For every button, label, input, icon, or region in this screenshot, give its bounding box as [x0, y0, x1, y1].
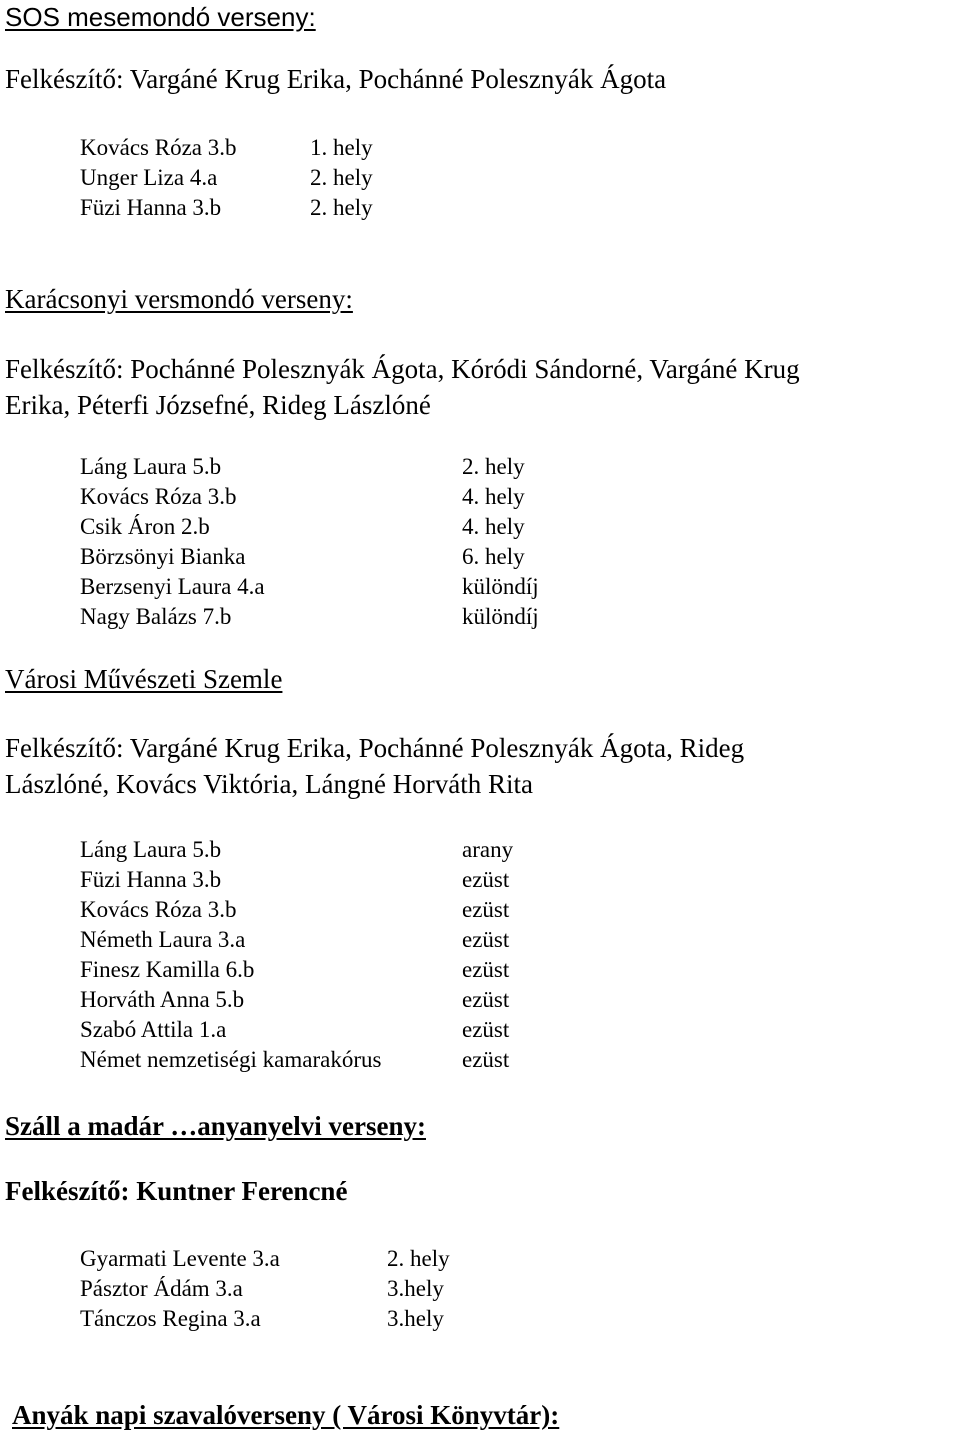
entry-result: 3.hely — [387, 1306, 444, 1331]
entry-name: Kovács Róza 3.b — [80, 484, 237, 509]
entry-name: Finesz Kamilla 6.b — [80, 957, 255, 982]
entry-name: Láng Laura 5.b — [80, 454, 222, 479]
entry-result: ezüst — [462, 1047, 510, 1072]
section-title-szemle: Városi Művészeti Szemle — [5, 664, 283, 694]
entry-result: 1. hely — [310, 135, 373, 160]
entry-name: Német nemzetiségi kamarakórus — [80, 1047, 382, 1072]
entry-name: Kovács Róza 3.b — [80, 135, 237, 160]
entry-result: 2. hely — [310, 195, 373, 220]
entry-result: különdíj — [462, 604, 539, 629]
entry-name: Berzsenyi Laura 4.a — [80, 574, 265, 599]
section-title-sos: SOS mesemondó verseny: — [5, 2, 316, 32]
entry-name: Láng Laura 5.b — [80, 837, 222, 862]
section-title-szall-a-madar: Száll a madár …anyanyelvi verseny: — [5, 1111, 426, 1141]
entry-result: 2. hely — [387, 1246, 450, 1271]
preparer-karacsonyi-line2: Erika, Péterfi Józsefné, Rideg Lászlóné — [5, 390, 431, 420]
entry-name: Pásztor Ádám 3.a — [80, 1276, 243, 1301]
entry-result: 3.hely — [387, 1276, 444, 1301]
entry-name: Kovács Róza 3.b — [80, 897, 237, 922]
entry-result: 6. hely — [462, 544, 525, 569]
section-title-karacsonyi: Karácsonyi versmondó verseny: — [5, 284, 353, 314]
entry-result: arany — [462, 837, 514, 862]
entry-name: Csik Áron 2.b — [80, 514, 210, 539]
entry-result: ezüst — [462, 867, 510, 892]
entry-result: 2. hely — [462, 454, 525, 479]
entry-result: 4. hely — [462, 484, 525, 509]
entry-name: Nagy Balázs 7.b — [80, 604, 232, 629]
entry-name: Gyarmati Levente 3.a — [80, 1246, 280, 1271]
preparer-szall-a-madar: Felkészítő: Kuntner Ferencné — [5, 1176, 348, 1206]
entry-name: Füzi Hanna 3.b — [80, 867, 222, 892]
entry-name: Börzsönyi Bianka — [80, 544, 246, 569]
entry-result: ezüst — [462, 1017, 510, 1042]
entry-name: Németh Laura 3.a — [80, 927, 246, 952]
preparer-karacsonyi-line1: Felkészítő: Pochánné Polesznyák Ágota, Kóródi Sándorné, Vargáné Krug — [5, 354, 800, 384]
preparer-szemle-line2: Lászlóné, Kovács Viktória, Lángné Horváth Rita — [5, 769, 533, 799]
entry-result: különdíj — [462, 574, 539, 599]
entry-name: Tánczos Regina 3.a — [80, 1306, 261, 1331]
entry-name: Horváth Anna 5.b — [80, 987, 245, 1012]
entry-result: ezüst — [462, 897, 510, 922]
preparer-szemle-line1: Felkészítő: Vargáné Krug Erika, Pochánné Polesznyák Ágota, Rideg — [5, 733, 745, 763]
entry-result: ezüst — [462, 957, 510, 982]
entry-result: 2. hely — [310, 165, 373, 190]
entry-name: Unger Liza 4.a — [80, 165, 218, 190]
entry-result: ezüst — [462, 987, 510, 1012]
entry-result: 4. hely — [462, 514, 525, 539]
section-title-anyak-napi: Anyák napi szavalóverseny ( Városi Könyvtár): — [12, 1400, 560, 1430]
entry-name: Füzi Hanna 3.b — [80, 195, 222, 220]
preparer-sos: Felkészítő: Vargáné Krug Erika, Pochánné Polesznyák Ágota — [5, 64, 667, 94]
entry-name: Szabó Attila 1.a — [80, 1017, 227, 1042]
entry-result: ezüst — [462, 927, 510, 952]
